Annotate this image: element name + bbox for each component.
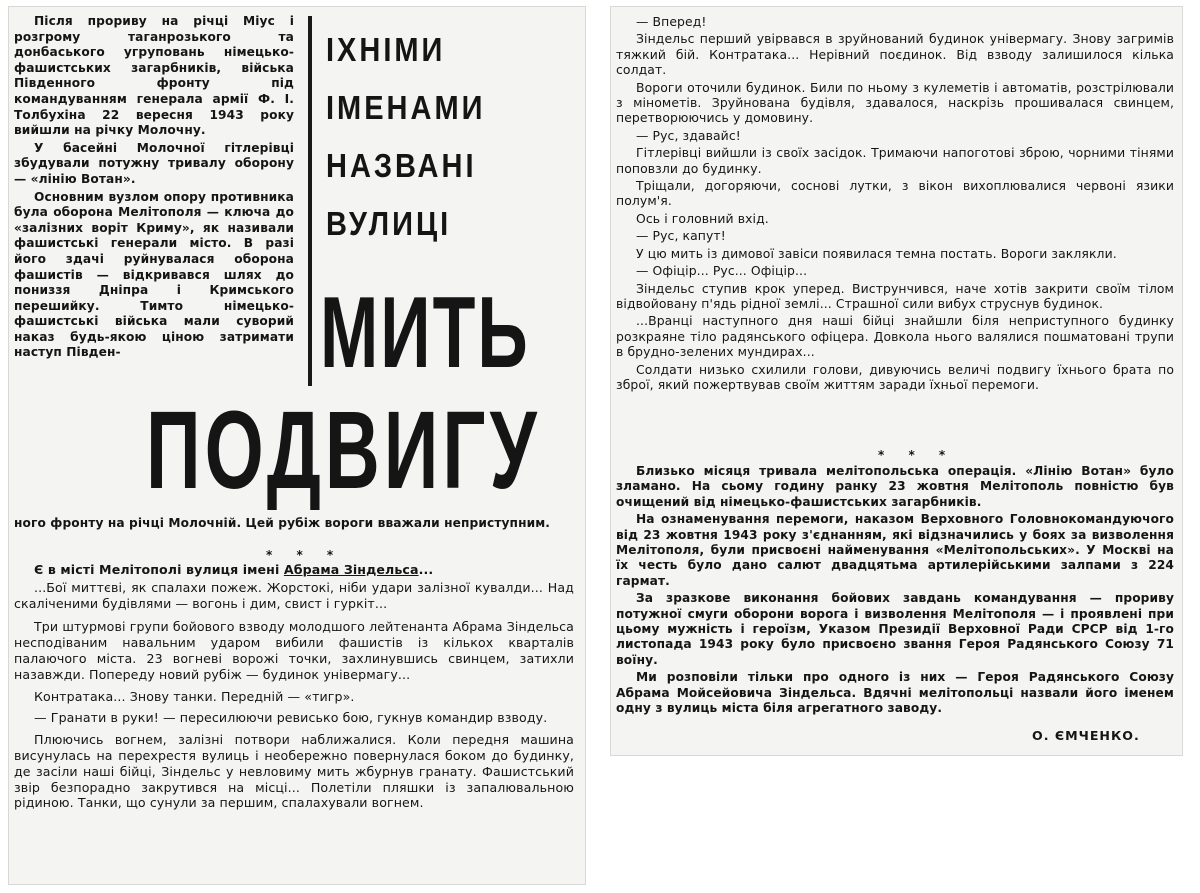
- summary-paragraph: Ми розповіли тільки про одного із них — Героя Радянського Союзу Абрама Мойсейовича Зіндельса. Вдячні мелітопольці назвали його іменем одну з вулиць міста біля агрегатного заводу.: [616, 670, 1174, 716]
- author-signature: О. ЄМЧЕНКО.: [1032, 728, 1140, 743]
- intro-paragraph: У басейні Молочної гітлерівці збудували потужну тривалу оборону — «лінію Вотан».: [14, 140, 294, 186]
- story-paragraph: ...Бої миттєві, як спалахи пожеж. Жорстокі, ніби удари залізної кувалди... Над скаліченими будівлями — вогонь і дим, свист і гуркіт...: [14, 579, 574, 611]
- story-left: [14, 562, 574, 811]
- story-paragraph: Солдати низько схилили голови, дивуючись величі подвигу їхнього брата по зброї, який пожертвував своїм життям заради їхньої перемоги.: [616, 361, 1174, 392]
- story-paragraph: Плюючись вогнем, залізні потвори наближалися. Коли передня машина висунулась на перехрестя вулиць і необережно повернулася боком до будинку, де засіли наші бійці, Зіндельс у невловиму мить жбурнув гранату. Фашистський звір безпорадно закрутився на місці... Полетіли пляшки із запалювальною рідиною. Танки, що сунули за першим, спалахували вогнем.: [14, 732, 574, 811]
- story-paragraph: Гітлерівці вийшли із своїх засідок. Тримаючи напоготові зброю, чорними тінями поповзли до будинку.: [616, 145, 1174, 176]
- story-paragraph: — Вперед!: [636, 14, 707, 29]
- summary-paragraph: Близько місяця тривала мелітопольська операція. «Лінію Вотан» було зламано. На сьому годину ранку 23 жовтня Мелітополь повністю був очищений від німецько-фашистських загарбників.: [616, 464, 1174, 509]
- separator-stars: * * *: [266, 548, 344, 562]
- story-paragraph: Зіндельс ступив крок уперед. Виструнчився, наче хотів закрити своїм тілом відвойовану п'ядь рідної землі... Страшної сили вибух струснув будинок.: [616, 280, 1174, 311]
- street-line: [14, 562, 574, 578]
- story-paragraph: Ось і головний вхід.: [636, 210, 769, 226]
- story-paragraph: — Гранати в руки! — пересилюючи ревисько бою, гукнув командир взводу.: [34, 710, 548, 726]
- heading-line: ІМЕНАМИ: [326, 90, 486, 127]
- heading-rule: [308, 16, 312, 386]
- story-paragraph: ...Вранці наступного дня наші бійці знайшли біля неприступного будинку розкраяне тіло радянського офіцера. Довкола нього валялися пошматовані трупи в брудно-зелених мундирах...: [616, 313, 1174, 360]
- summary-paragraph: На ознаменування перемоги, наказом Верховного Головнокомандуючого від 23 жовтня 1943 року з'єднанням, які відзначились у боях за визволення Мелітополя, були присвоєні найменування «Мелітопольських». У Москві на їх честь було дано салют двадцятьма артилерійськими залпами з 224 гармат.: [616, 512, 1174, 588]
- intro-paragraph: Основним вузлом опору противника була оборона Мелітополя — ключа до «залізних воріт Криму», як називали фашистські генерали місто. В разі його здачі руйнувалася оборона фашистів — відкривався шлях до пониззя Дніпра і Кримського перешийку. Тимто німецько-фашистські війська мали суворий наказ будь-якою ціною затримати наступ Півден-: [14, 189, 294, 360]
- street-name: Абрама Зіндельса: [283, 562, 419, 577]
- story-paragraph: Вороги оточили будинок. Били по ньому з кулеметів і автоматів, розстрілювали з мінометів. Зруйнована будівля, здавалося, наскрізь прошивалася свинцем, перетворюючись у домовину.: [616, 79, 1174, 126]
- story-paragraph: — Рус, капут!: [636, 228, 726, 244]
- headline-word: ПОДВИГУ: [146, 389, 541, 513]
- clipping-left: [8, 6, 586, 885]
- story-paragraph: У цю мить із димової завіси появилася темна постать. Вороги заклякли.: [636, 245, 1117, 261]
- intro-column: [14, 14, 294, 361]
- story-paragraph: — Рус, здавайс!: [636, 127, 741, 143]
- story-paragraph: Три штурмові групи бойового взводу молодшого лейтенанта Абрама Зіндельса несподіваним навальним ударом вибили фашистів із кількох кварталів палаючого міста. 23 вогневі ворожі точки, захлинувшись свинцем, затихли назавжди. Попереду новий рубіж — будинок універмагу...: [14, 619, 574, 682]
- clipping-right: [610, 6, 1183, 756]
- street-ellipsis: ...: [418, 562, 434, 577]
- summary-paragraph: За зразкове виконання бойових завдань командування — прориву потужної смуги оборони ворога і визволення Мелітополя — і проявлені при цьому мужність і героїзм, Указом Президії Верховної Ради СРСР від 1-го листопада 1943 року було присвоєно звання Героя Радянського Союзу 71 воїну.: [616, 591, 1174, 667]
- story-paragraph: Зіндельс перший увірвався в зруйнований будинок універмагу. Знову загримів тяжкий бій. Контратака... Нерівний поєдинок. Від взводу залишилося кілька солдат.: [616, 31, 1174, 78]
- heading-line: ВУЛИЦІ: [326, 206, 452, 243]
- story-right: [616, 14, 1174, 392]
- continuation-text: [14, 516, 574, 532]
- summary-text: [616, 464, 1174, 717]
- story-paragraph: — Офіцір... Рус... Офіцір...: [636, 263, 808, 279]
- headline-word: МИТЬ: [320, 275, 530, 389]
- heading-line: НАЗВАНІ: [326, 148, 477, 185]
- story-paragraph: Контратака... Знову танки. Передній — «тигр».: [34, 688, 355, 704]
- separator-stars: * * *: [878, 448, 956, 462]
- story-paragraph: Тріщали, догоряючи, соснові лутки, з вікон вихоплювалися червоні язики полум'я.: [616, 178, 1174, 209]
- continuation-paragraph: ного фронту на річці Молочній. Цей рубіж вороги вважали неприступним.: [14, 516, 551, 530]
- intro-paragraph: Після прориву на річці Міус і розгрому таганрозького та донбаського угруповань німецько-фашистських загарбників, війська Південного фронту під командуванням генерала армії Ф. І. Толбухіна 22 вересня 1943 року вийшли на річку Молочну.: [14, 14, 294, 138]
- street-intro: Є в місті Мелітополі вулиця імені: [34, 562, 284, 577]
- heading-line: ІХНІМИ: [326, 32, 446, 69]
